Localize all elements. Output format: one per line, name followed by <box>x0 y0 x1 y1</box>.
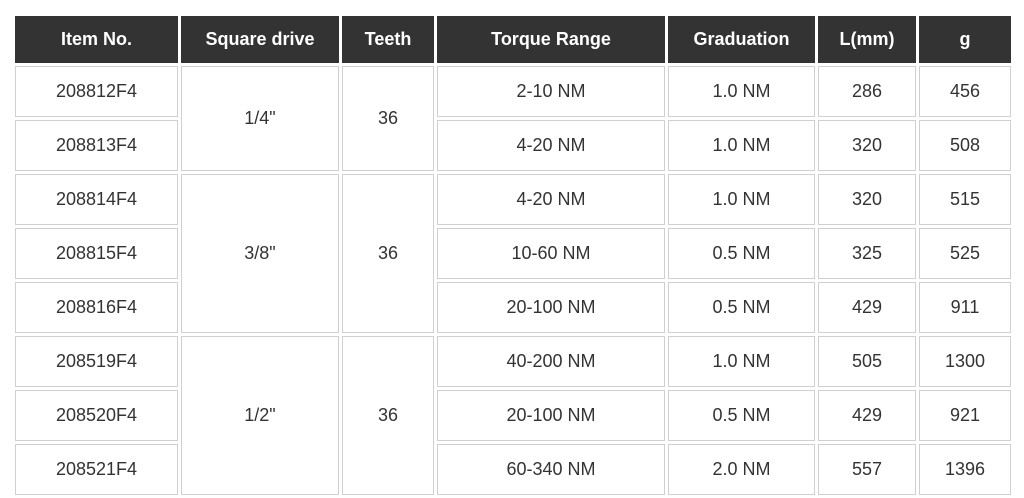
torque-range-cell: 40-200 NM <box>437 336 665 387</box>
item-no-cell: 208814F4 <box>15 174 178 225</box>
teeth-cell: 36 <box>342 174 434 333</box>
table-row <box>15 390 1011 441</box>
graduation-cell: 2.0 NM <box>668 444 815 495</box>
length-cell: 320 <box>818 174 916 225</box>
length-cell: 325 <box>818 228 916 279</box>
weight-cell: 911 <box>919 282 1011 333</box>
length-cell: 505 <box>818 336 916 387</box>
weight-cell: 1396 <box>919 444 1011 495</box>
item-no-cell: 208813F4 <box>15 120 178 171</box>
weight-cell: 1300 <box>919 336 1011 387</box>
item-no-cell: 208520F4 <box>15 390 178 441</box>
torque-range-cell: 10-60 NM <box>437 228 665 279</box>
table-row <box>15 174 1011 225</box>
torque-range-cell: 60-340 NM <box>437 444 665 495</box>
teeth-cell: 36 <box>342 66 434 171</box>
header-teeth: Teeth <box>342 16 434 63</box>
table-row <box>15 66 1011 117</box>
graduation-cell: 1.0 NM <box>668 336 815 387</box>
torque-range-cell: 20-100 NM <box>437 282 665 333</box>
torque-range-cell: 4-20 NM <box>437 120 665 171</box>
torque-range-cell: 20-100 NM <box>437 390 665 441</box>
item-no-cell: 208815F4 <box>15 228 178 279</box>
length-cell: 429 <box>818 282 916 333</box>
weight-cell: 515 <box>919 174 1011 225</box>
torque-range-cell: 2-10 NM <box>437 66 665 117</box>
header-torque-range: Torque Range <box>437 16 665 63</box>
spec-table <box>12 13 1014 498</box>
weight-cell: 456 <box>919 66 1011 117</box>
graduation-cell: 0.5 NM <box>668 282 815 333</box>
header-item-no: Item No. <box>15 16 178 63</box>
item-no-cell: 208812F4 <box>15 66 178 117</box>
graduation-cell: 0.5 NM <box>668 228 815 279</box>
table-row <box>15 336 1011 387</box>
square-drive-cell: 1/4" <box>181 66 339 171</box>
item-no-cell: 208816F4 <box>15 282 178 333</box>
item-no-cell: 208519F4 <box>15 336 178 387</box>
header-weight: g <box>919 16 1011 63</box>
graduation-cell: 1.0 NM <box>668 66 815 117</box>
length-cell: 320 <box>818 120 916 171</box>
square-drive-cell: 1/2" <box>181 336 339 495</box>
weight-cell: 508 <box>919 120 1011 171</box>
header-length: L(mm) <box>818 16 916 63</box>
header-row <box>15 16 1011 63</box>
item-no-cell: 208521F4 <box>15 444 178 495</box>
torque-range-cell: 4-20 NM <box>437 174 665 225</box>
length-cell: 429 <box>818 390 916 441</box>
table-row <box>15 282 1011 333</box>
header-graduation: Graduation <box>668 16 815 63</box>
square-drive-cell: 3/8" <box>181 174 339 333</box>
weight-cell: 525 <box>919 228 1011 279</box>
table-row <box>15 444 1011 495</box>
header-square-drive: Square drive <box>181 16 339 63</box>
weight-cell: 921 <box>919 390 1011 441</box>
graduation-cell: 0.5 NM <box>668 390 815 441</box>
teeth-cell: 36 <box>342 336 434 495</box>
graduation-cell: 1.0 NM <box>668 174 815 225</box>
length-cell: 557 <box>818 444 916 495</box>
table-row <box>15 120 1011 171</box>
table-row <box>15 228 1011 279</box>
graduation-cell: 1.0 NM <box>668 120 815 171</box>
length-cell: 286 <box>818 66 916 117</box>
